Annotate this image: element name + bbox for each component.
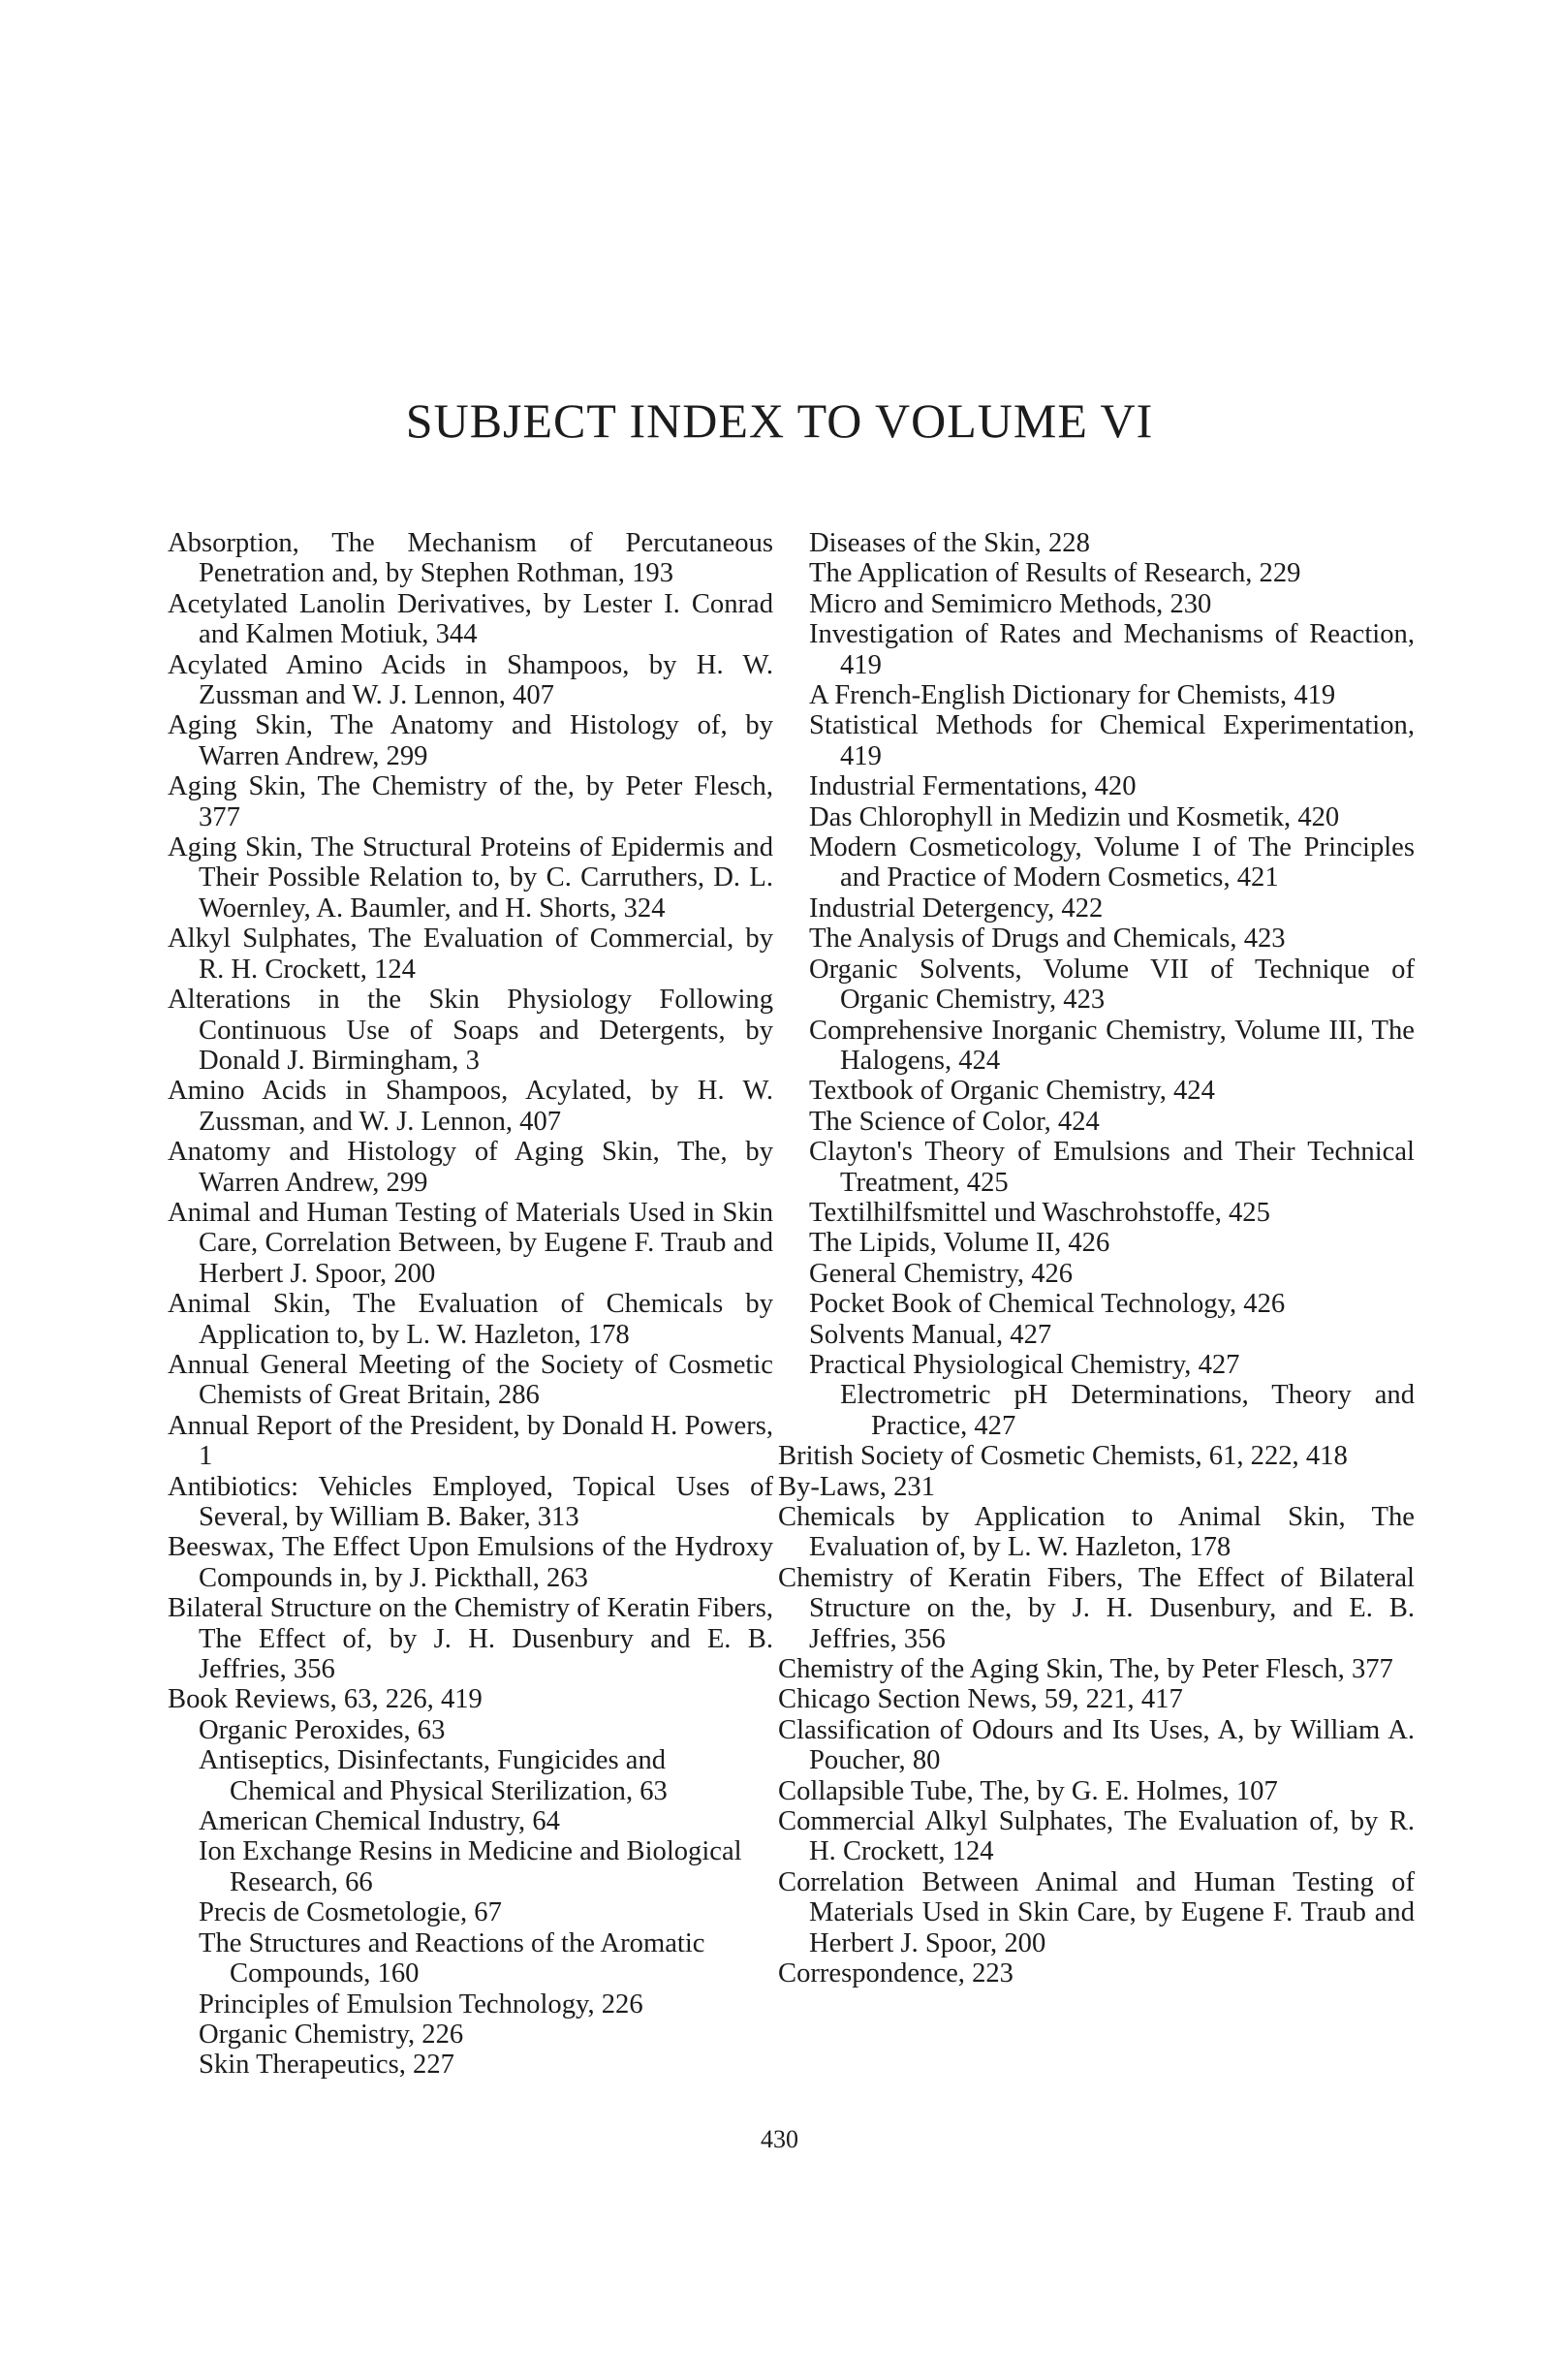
book-review-item: Electrometric pH Determinations, Theory and Practice, 427 xyxy=(840,1380,1415,1441)
book-review-item: The Structures and Reactions of the Aromatic Compounds, 160 xyxy=(199,1927,705,1989)
index-entry: Classification of Odours and Its Uses, A, by William A. Poucher, 80 xyxy=(778,1714,1415,1776)
book-review-item: Principles of Emulsion Technology, 226 xyxy=(199,1989,643,2020)
book-review-item: Comprehensive Inorganic Chemistry, Volume III, The Halogens, 424 xyxy=(809,1015,1415,1076)
index-entry: By-Laws, 231 xyxy=(778,1471,936,1502)
book-review-item: Ion Exchange Resins in Medicine and Biological Research, 66 xyxy=(199,1836,742,1897)
book-review-item: The Application of Results of Research, 229 xyxy=(809,558,1301,589)
book-review-item: Diseases of the Skin, 228 xyxy=(809,528,1090,558)
index-entry: Anatomy and Histology of Aging Skin, The, by Warren Andrew, 299 xyxy=(168,1137,773,1198)
index-entry: Chicago Section News, 59, 221, 417 xyxy=(778,1684,1183,1715)
book-review-item: Industrial Fermentations, 420 xyxy=(809,771,1137,802)
book-review-item: Antiseptics, Disinfectants, Fungicides and Chemical and Physical Sterilization, 63 xyxy=(199,1745,668,1806)
book-review-item: Solvents Manual, 427 xyxy=(809,1319,1052,1350)
book-review-item: Precis de Cosmetologie, 67 xyxy=(199,1897,502,1928)
page-number: 430 xyxy=(761,2125,798,2153)
index-entry: Correlation Between Animal and Human Testing of Materials Used in Skin Care, by Eugene F. Traub and Herbert J. Spoor, 200 xyxy=(778,1866,1415,1958)
index-entry: Aging Skin, The Chemistry of the, by Peter Flesch, 377 xyxy=(168,771,773,832)
index-entry: Antibiotics: Vehicles Employed, Topical Uses of Several, by William B. Baker, 313 xyxy=(168,1471,773,1532)
book-review-item: A French-English Dictionary for Chemists, 419 xyxy=(809,680,1336,711)
index-entry: Absorption, The Mechanism of Percutaneous Penetration and, by Stephen Rothman, 193 xyxy=(168,528,773,589)
index-entry: Animal and Human Testing of Materials Used in Skin Care, Correlation Between, by Eugene F. Traub and Herbert J. Spoor, 200 xyxy=(168,1197,773,1289)
index-entry: Collapsible Tube, The, by G. E. Holmes, 107 xyxy=(778,1775,1278,1806)
book-review-item: Textilhilfsmittel und Waschrohstoffe, 425 xyxy=(809,1197,1270,1228)
index-entry: Chemistry of Keratin Fibers, The Effect of Bilateral Structure on the, by J. H. Dusenbury, and E. B. Jeffries, 356 xyxy=(778,1562,1415,1654)
index-entry: Alterations in the Skin Physiology Following Continuous Use of Soaps and Detergents, by Donald J. Birmingham, 3 xyxy=(168,985,773,1076)
book-review-item: Modern Cosmeticology, Volume I of The Principles and Practice of Modern Cosmetics, 421 xyxy=(809,832,1415,893)
index-entry: Bilateral Structure on the Chemistry of Keratin Fibers, The Effect of, by J. H. Dusenbury and E. B. Jeffries, 356 xyxy=(168,1593,773,1685)
index-entry: Amino Acids in Shampoos, Acylated, by H. W. Zussman, and W. J. Lennon, 407 xyxy=(168,1076,773,1137)
page-title: SUBJECT INDEX TO VOLUME VI xyxy=(405,393,1154,448)
index-entry: Animal Skin, The Evaluation of Chemicals by Application to, by L. W. Hazleton, 178 xyxy=(168,1289,773,1350)
book-review-item: Das Chlorophyll in Medizin und Kosmetik, 420 xyxy=(809,801,1340,832)
book-review-item: Organic Chemistry, 226 xyxy=(199,2019,464,2050)
book-review-item: Micro and Semimicro Methods, 230 xyxy=(809,588,1212,619)
index-entry: Alkyl Sulphates, The Evaluation of Commercial, by R. H. Crockett, 124 xyxy=(168,924,773,985)
book-review-item: Pocket Book of Chemical Technology, 426 xyxy=(809,1289,1286,1320)
book-review-item: The Lipids, Volume II, 426 xyxy=(809,1228,1110,1259)
index-entry: Chemicals by Application to Animal Skin, The Evaluation of, by L. W. Hazleton, 178 xyxy=(778,1502,1415,1563)
index-entry: Beeswax, The Effect Upon Emulsions of the Hydroxy Compounds in, by J. Pickthall, 263 xyxy=(168,1532,773,1593)
book-review-item: Organic Peroxides, 63 xyxy=(199,1714,446,1745)
book-review-item: Clayton's Theory of Emulsions and Their Technical Treatment, 425 xyxy=(809,1137,1415,1198)
index-entry: Acylated Amino Acids in Shampoos, by H. W. Zussman and W. J. Lennon, 407 xyxy=(168,649,773,711)
index-entry: British Society of Cosmetic Chemists, 61, 222, 418 xyxy=(778,1441,1348,1472)
book-review-item: Statistical Methods for Chemical Experimentation, 419 xyxy=(809,710,1415,771)
index-entry: Commercial Alkyl Sulphates, The Evaluation of, by R. H. Crockett, 124 xyxy=(778,1806,1415,1867)
book-review-item: Practical Physiological Chemistry, 427 xyxy=(809,1349,1240,1380)
book-review-item: American Chemical Industry, 64 xyxy=(199,1806,560,1837)
index-column-left xyxy=(168,528,773,2081)
index-entry: Chemistry of the Aging Skin, The, by Peter Flesch, 377 xyxy=(778,1654,1393,1685)
index-entry: Acetylated Lanolin Derivatives, by Lester I. Conrad and Kalmen Motiuk, 344 xyxy=(168,588,773,650)
book-review-item: General Chemistry, 426 xyxy=(809,1258,1074,1289)
book-review-item: The Science of Color, 424 xyxy=(809,1106,1100,1137)
index-column-right xyxy=(778,528,1415,1989)
book-review-item: Organic Solvents, Volume VII of Technique of Organic Chemistry, 423 xyxy=(809,954,1415,1016)
index-entry: Correspondence, 223 xyxy=(778,1958,1013,1989)
book-review-item: Textbook of Organic Chemistry, 424 xyxy=(809,1076,1215,1107)
index-entry-book-reviews: Book Reviews, 63, 226, 419 xyxy=(168,1684,483,1715)
book-review-item: Industrial Detergency, 422 xyxy=(809,892,1104,924)
book-review-item: The Analysis of Drugs and Chemicals, 423 xyxy=(809,924,1286,955)
index-entry: Annual General Meeting of the Society of Cosmetic Chemists of Great Britain, 286 xyxy=(168,1349,773,1411)
book-review-item: Investigation of Rates and Mechanisms of Reaction, 419 xyxy=(809,619,1415,680)
index-entry: Annual Report of the President, by Donald H. Powers, 1 xyxy=(168,1410,773,1472)
index-entry: Aging Skin, The Anatomy and Histology of, by Warren Andrew, 299 xyxy=(168,710,773,771)
index-entry: Aging Skin, The Structural Proteins of Epidermis and Their Possible Relation to, by C. Carruthers, D. L. Woernley, A. Baumler, and H. Shorts, 324 xyxy=(168,832,773,924)
book-review-item: Skin Therapeutics, 227 xyxy=(199,2050,454,2081)
